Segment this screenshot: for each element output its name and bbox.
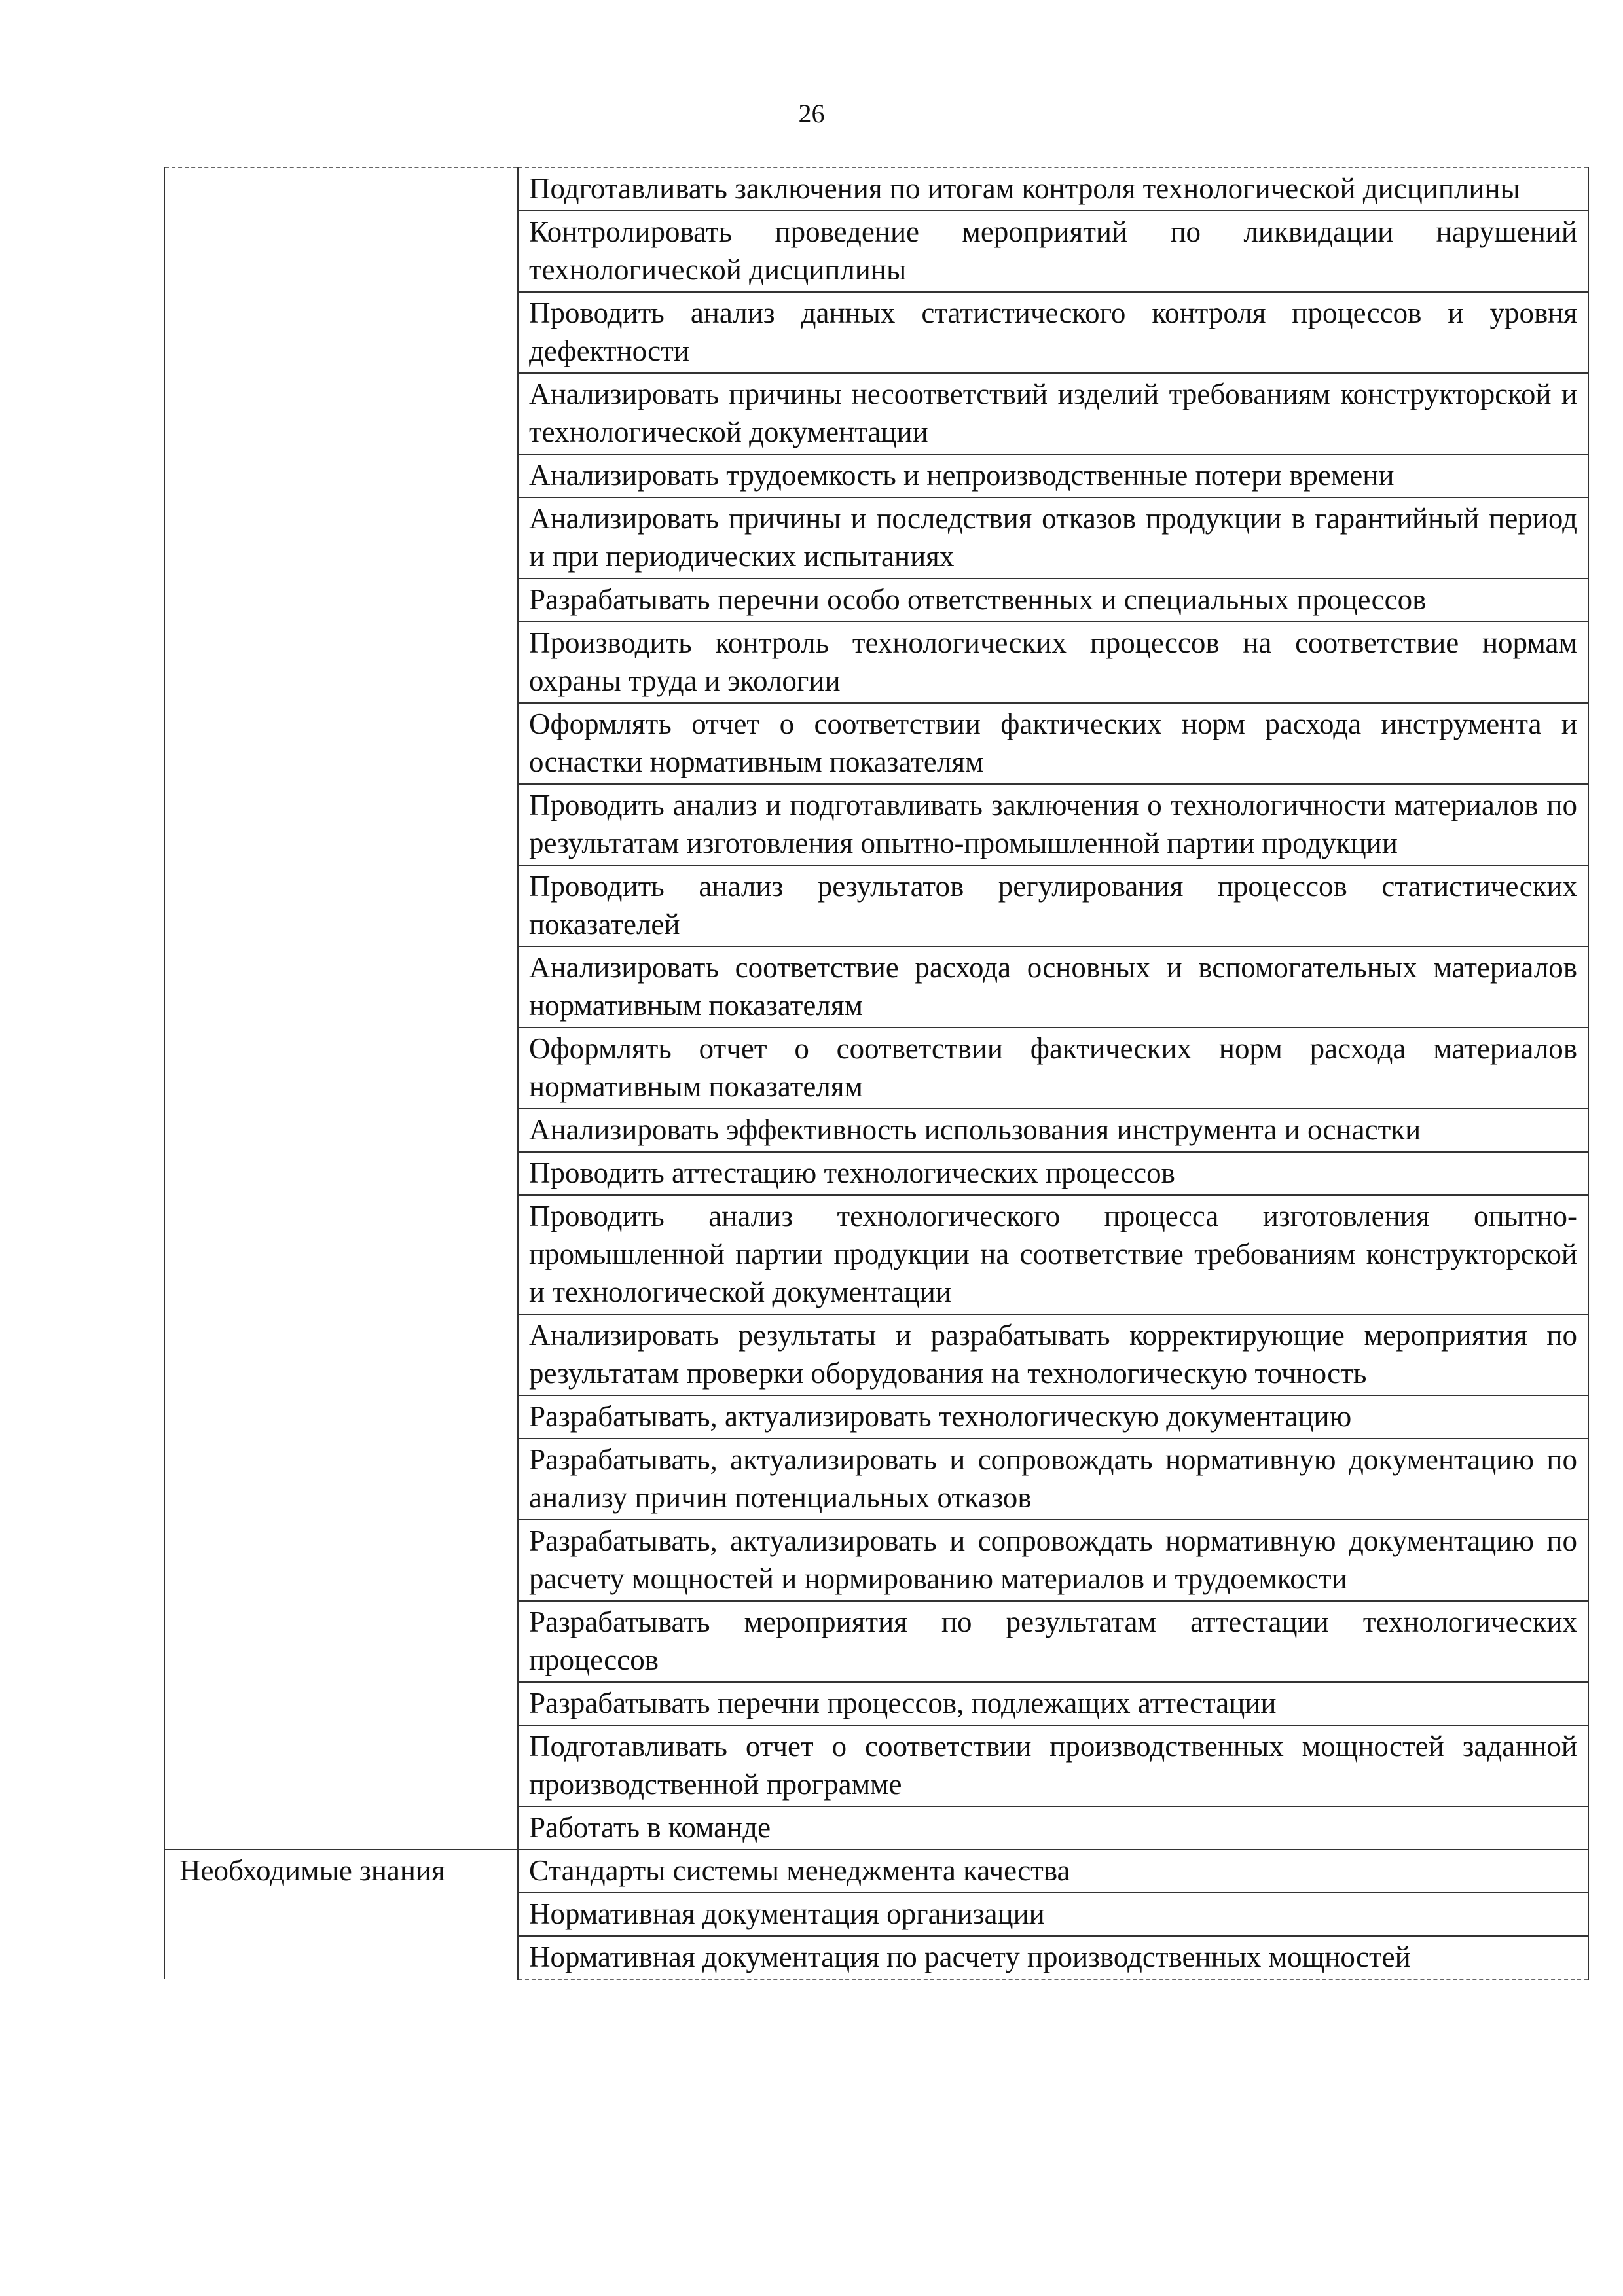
- skill-item: Проводить анализ данных статистического контроля процессов и уровня дефектности: [518, 292, 1588, 373]
- skill-item: Разрабатывать перечни особо ответственных и специальных процессов: [518, 579, 1588, 622]
- skill-item: Анализировать результаты и разрабатывать корректирующие мероприятия по результатам проверки оборудования на технологическую точность: [518, 1314, 1588, 1395]
- skills-label-cell: [164, 168, 518, 1850]
- knowledge-item: Нормативная документация организации: [518, 1893, 1588, 1936]
- competency-table: [164, 167, 1589, 1980]
- skill-item: Производить контроль технологических процессов на соответствие нормам охраны труда и экологии: [518, 622, 1588, 703]
- skill-item: Разрабатывать перечни процессов, подлежащих аттестации: [518, 1682, 1588, 1725]
- skill-item: Анализировать соответствие расхода основных и вспомогательных материалов нормативным показателям: [518, 946, 1588, 1028]
- skill-item: Проводить аттестацию технологических процессов: [518, 1152, 1588, 1195]
- knowledge-label-cell: Необходимые знания: [164, 1850, 518, 1979]
- skill-item: Оформлять отчет о соответствии фактических норм расхода материалов нормативным показателям: [518, 1028, 1588, 1109]
- skill-item: Подготавливать заключения по итогам контроля технологической дисциплины: [518, 168, 1588, 211]
- skill-item: Анализировать эффективность использования инструмента и оснастки: [518, 1109, 1588, 1152]
- skill-item: Анализировать трудоемкость и непроизводственные потери времени: [518, 454, 1588, 497]
- skill-item: Анализировать причины и последствия отказов продукции в гарантийный период и при периодических испытаниях: [518, 497, 1588, 579]
- skill-item: Разрабатывать, актуализировать и сопровождать нормативную документацию по анализу причин потенциальных отказов: [518, 1439, 1588, 1520]
- skill-item: Анализировать причины несоответствий изделий требованиям конструкторской и технологической документации: [518, 373, 1588, 454]
- page-number: 26: [798, 99, 825, 128]
- skill-item: Работать в команде: [518, 1806, 1588, 1850]
- skill-item: Разрабатывать, актуализировать технологическую документацию: [518, 1395, 1588, 1439]
- table-row: [164, 1850, 1588, 1893]
- skill-item: Проводить анализ технологического процесса изготовления опытно-промышленной партии продукции на соответствие требованиям конструкторской и технологической документации: [518, 1195, 1588, 1314]
- table-row: [164, 168, 1588, 211]
- skill-item: Разрабатывать, актуализировать и сопровождать нормативную документацию по расчету мощностей и нормированию материалов и трудоемкости: [518, 1520, 1588, 1601]
- skill-item: Проводить анализ результатов регулирования процессов статистических показателей: [518, 865, 1588, 946]
- skill-item: Оформлять отчет о соответствии фактических норм расхода инструмента и оснастки нормативным показателям: [518, 703, 1588, 784]
- knowledge-item: Нормативная документация по расчету производственных мощностей: [518, 1936, 1588, 1979]
- skill-item: Подготавливать отчет о соответствии производственных мощностей заданной производственной программе: [518, 1725, 1588, 1806]
- skill-item: Контролировать проведение мероприятий по ликвидации нарушений технологической дисциплины: [518, 211, 1588, 292]
- skill-item: Проводить анализ и подготавливать заключения о технологичности материалов по результатам изготовления опытно-промышленной партии продукции: [518, 784, 1588, 865]
- knowledge-item: Стандарты системы менеджмента качества: [518, 1850, 1588, 1893]
- skill-item: Разрабатывать мероприятия по результатам аттестации технологических процессов: [518, 1601, 1588, 1682]
